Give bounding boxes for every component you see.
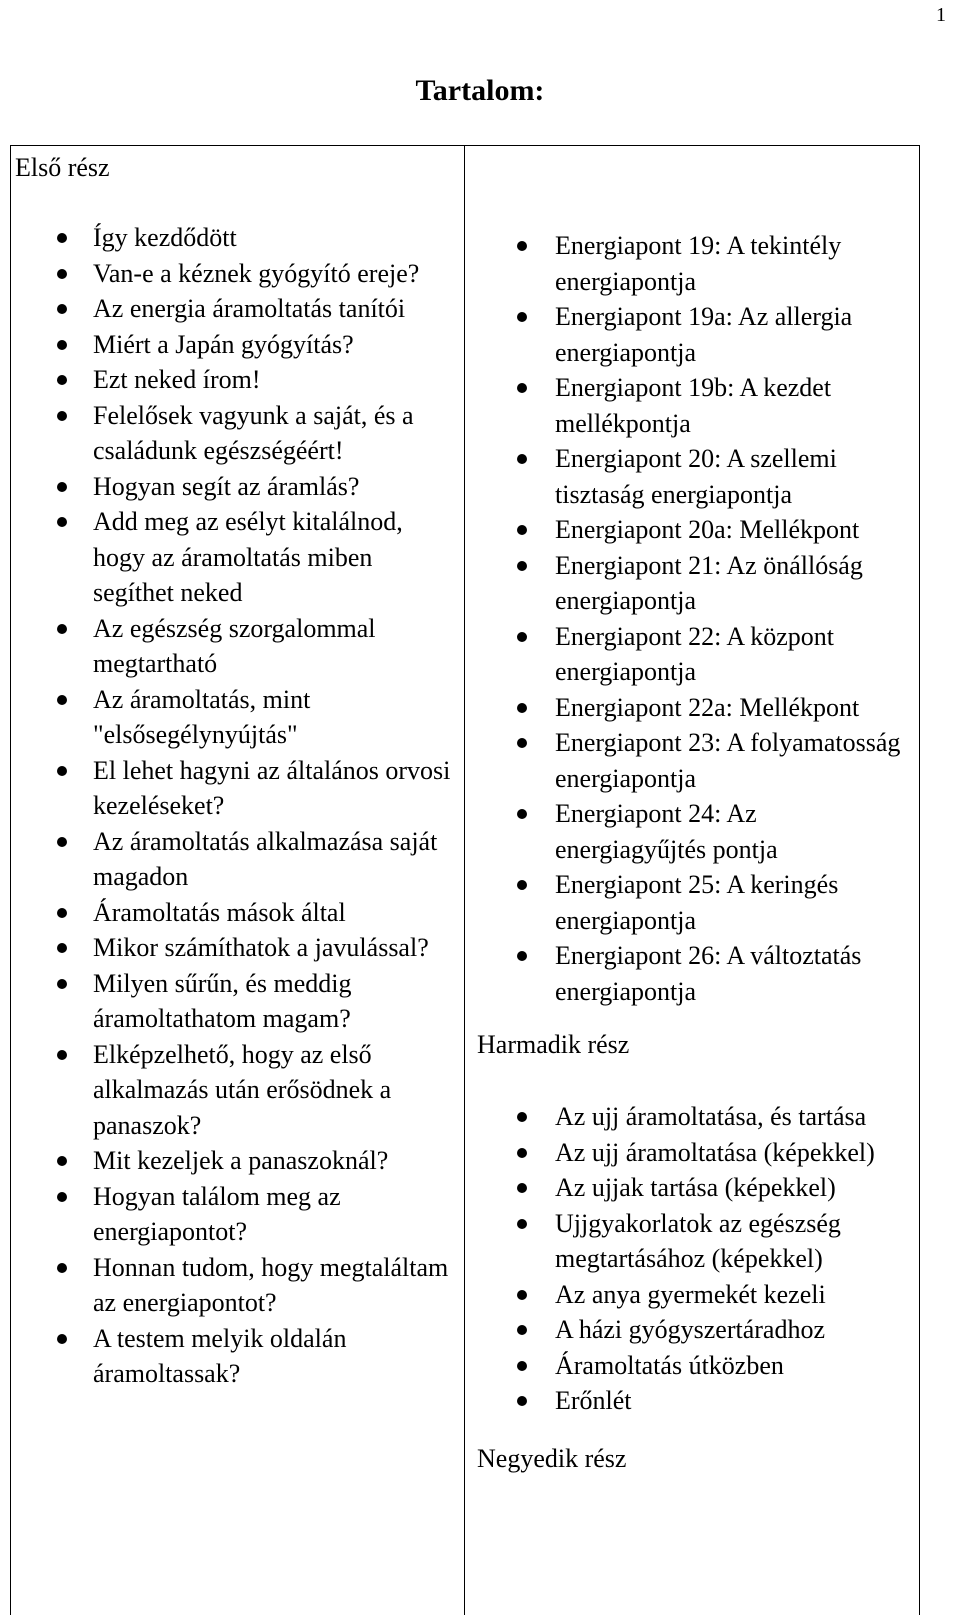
- bullet-icon: [517, 561, 527, 571]
- toc-item-text: Energiapont 22a: Mellékpont: [555, 692, 860, 722]
- toc-item-text: Így kezdődött: [93, 223, 237, 252]
- toc-item: [15, 682, 464, 753]
- bullet-icon: [517, 1396, 527, 1406]
- toc-item-text: Add meg az esélyt kitalálnod, hogy az áramoltatás miben segíthet neked: [93, 507, 403, 607]
- bullet-icon: [57, 979, 67, 989]
- toc-item-text: Az egészség szorgalommal megtartható: [93, 613, 376, 678]
- toc-item: [477, 1312, 919, 1348]
- bullet-icon: [57, 1050, 67, 1060]
- toc-list-part3: [477, 1099, 919, 1419]
- toc-item: [477, 1206, 919, 1277]
- toc-item: [15, 895, 464, 931]
- toc-item-text: Ujjgyakorlatok az egészség megtartásához (képekkel): [555, 1208, 841, 1273]
- toc-item: [477, 370, 919, 441]
- toc-item-text: Energiapont 19a: Az allergia energiapontja: [555, 302, 853, 367]
- toc-item: [15, 966, 464, 1037]
- toc-item: [15, 1321, 464, 1392]
- bullet-icon: [57, 517, 67, 527]
- toc-item-text: Honnan tudom, hogy megtaláltam az energiapontot?: [93, 1252, 449, 1317]
- toc-item: [15, 930, 464, 966]
- toc-item-text: A testem melyik oldalán áramoltassak?: [93, 1323, 347, 1388]
- toc-item: [15, 824, 464, 895]
- bullet-icon: [517, 703, 527, 713]
- toc-item: [477, 299, 919, 370]
- toc-item: [477, 1277, 919, 1313]
- bullet-icon: [57, 233, 67, 243]
- toc-item: [477, 441, 919, 512]
- bullet-icon: [57, 837, 67, 847]
- toc-item: [15, 504, 464, 611]
- toc-item-text: Elképzelhető, hogy az első alkalmazás után erősödnek a panaszok?: [93, 1039, 392, 1140]
- toc-item: [477, 1135, 919, 1171]
- toc-table: [10, 145, 920, 1615]
- toc-item: [15, 1179, 464, 1250]
- bullet-icon: [57, 1263, 67, 1273]
- toc-item-text: Ezt neked írom!: [93, 365, 261, 394]
- toc-item: [15, 398, 464, 469]
- bullet-icon: [57, 695, 67, 705]
- bullet-icon: [517, 454, 527, 464]
- bullet-icon: [517, 1183, 527, 1193]
- toc-item: [477, 1099, 919, 1135]
- toc-item: [15, 256, 464, 292]
- toc-item: [477, 228, 919, 299]
- toc-item-text: Az ujjak tartása (képekkel): [555, 1173, 836, 1202]
- bullet-icon: [57, 340, 67, 350]
- toc-item-text: A házi gyógyszertáradhoz: [555, 1315, 826, 1344]
- toc-item-text: Az áramoltatás alkalmazása saját magadon: [93, 826, 438, 891]
- page-number: 1: [936, 4, 946, 26]
- bullet-icon: [57, 1156, 67, 1166]
- bullet-icon: [57, 624, 67, 634]
- bullet-icon: [517, 525, 527, 535]
- toc-item: [15, 291, 464, 327]
- toc-item-text: Az ujj áramoltatása, és tartása: [555, 1102, 867, 1131]
- toc-item-text: Áramoltatás útközben: [555, 1350, 784, 1380]
- toc-item-text: Energiapont 20a: Mellékpont: [555, 515, 860, 544]
- toc-item-text: Miért a Japán gyógyítás?: [93, 329, 354, 359]
- bullet-icon: [57, 908, 67, 918]
- section-title-part1: Első rész: [15, 153, 110, 182]
- bullet-icon: [57, 269, 67, 279]
- bullet-icon: [57, 411, 67, 421]
- bullet-icon: [57, 943, 67, 953]
- toc-item-text: Felelősek vagyunk a saját, és a családunk egészségéért!: [93, 400, 414, 465]
- bullet-icon: [517, 1148, 527, 1158]
- bullet-icon: [57, 766, 67, 776]
- toc-item: [15, 362, 464, 398]
- toc-item: [477, 725, 919, 796]
- bullet-icon: [57, 1192, 67, 1202]
- bullet-icon: [517, 383, 527, 393]
- toc-item-text: Áramoltatás mások által: [93, 897, 346, 927]
- toc-item: [477, 796, 919, 867]
- toc-item: [477, 867, 919, 938]
- toc-right-column: [465, 146, 919, 1615]
- toc-item: [15, 469, 464, 505]
- bullet-icon: [57, 1334, 67, 1344]
- toc-item-text: Energiapont 21: Az önállóság energiapontja: [555, 550, 863, 615]
- toc-item: [477, 1348, 919, 1384]
- bullet-icon: [57, 375, 67, 385]
- toc-item-text: Energiapont 25: A keringés energiapontja: [555, 870, 839, 935]
- toc-item: [477, 690, 919, 726]
- toc-item: [15, 327, 464, 363]
- bullet-icon: [517, 632, 527, 642]
- toc-left-column: [11, 146, 465, 1615]
- bullet-icon: [517, 1361, 527, 1371]
- bullet-icon: [57, 482, 67, 492]
- toc-item: [477, 619, 919, 690]
- toc-item: [15, 611, 464, 682]
- toc-item-text: Az áramoltatás, mint "elsősegélynyújtás": [93, 684, 311, 749]
- toc-item-text: Milyen sűrűn, és meddig áramoltathatom magam?: [93, 968, 352, 1033]
- toc-item: [15, 1250, 464, 1321]
- toc-item-text: Energiapont 19b: A kezdet mellékpontja: [555, 373, 832, 438]
- bullet-icon: [517, 1325, 527, 1335]
- toc-item-text: Energiapont 19: A tekintély energiapontja: [555, 231, 842, 296]
- toc-item: [477, 548, 919, 619]
- bullet-icon: [517, 1290, 527, 1300]
- bullet-icon: [57, 304, 67, 314]
- bullet-icon: [517, 1112, 527, 1122]
- toc-item: [477, 1383, 919, 1419]
- toc-item: [15, 220, 464, 256]
- toc-item-text: Az energia áramoltatás tanítói: [93, 294, 406, 323]
- section-title-part4: Negyedik rész: [477, 1443, 627, 1473]
- toc-item-text: Energiapont 22: A központ energiapontja: [555, 621, 834, 686]
- toc-item-text: Hogyan találom meg az energiapontot?: [93, 1181, 341, 1246]
- bullet-icon: [517, 312, 527, 322]
- bullet-icon: [517, 951, 527, 961]
- toc-item: [15, 1143, 464, 1179]
- toc-item-text: Energiapont 23: A folyamatosság energiapontja: [555, 728, 901, 793]
- toc-list-part1: [15, 220, 464, 1392]
- toc-item-text: Hogyan segít az áramlás?: [93, 471, 360, 501]
- bullet-icon: [517, 241, 527, 251]
- toc-item-text: Mikor számíthatok a javulással?: [93, 933, 429, 962]
- toc-item: [477, 1170, 919, 1206]
- toc-item-text: Energiapont 24: Az energiagyűjtés pontja: [555, 799, 778, 864]
- toc-list-part2: [477, 228, 919, 1009]
- bullet-icon: [517, 809, 527, 819]
- toc-item: [477, 938, 919, 1009]
- bullet-icon: [517, 738, 527, 748]
- toc-item-text: El lehet hagyni az általános orvosi kezeléseket?: [93, 755, 451, 820]
- bullet-icon: [517, 1219, 527, 1229]
- toc-item-text: Erőnlét: [555, 1386, 632, 1415]
- toc-item: [15, 1037, 464, 1144]
- section-title-part3: Harmadik rész: [477, 1030, 630, 1059]
- toc-item-text: Energiapont 26: A változtatás energiapontja: [555, 941, 862, 1006]
- toc-item-text: Mit kezeljek a panaszoknál?: [93, 1146, 389, 1175]
- toc-item: [477, 512, 919, 548]
- toc-item: [15, 753, 464, 824]
- toc-item-text: Az ujj áramoltatása (képekkel): [555, 1137, 875, 1167]
- toc-item-text: Energiapont 20: A szellemi tisztaság energiapontja: [555, 444, 837, 509]
- toc-item-text: Van-e a kéznek gyógyító ereje?: [93, 258, 420, 288]
- toc-item-text: Az anya gyermekét kezeli: [555, 1279, 826, 1309]
- page-title: Tartalom:: [415, 74, 545, 107]
- bullet-icon: [517, 880, 527, 890]
